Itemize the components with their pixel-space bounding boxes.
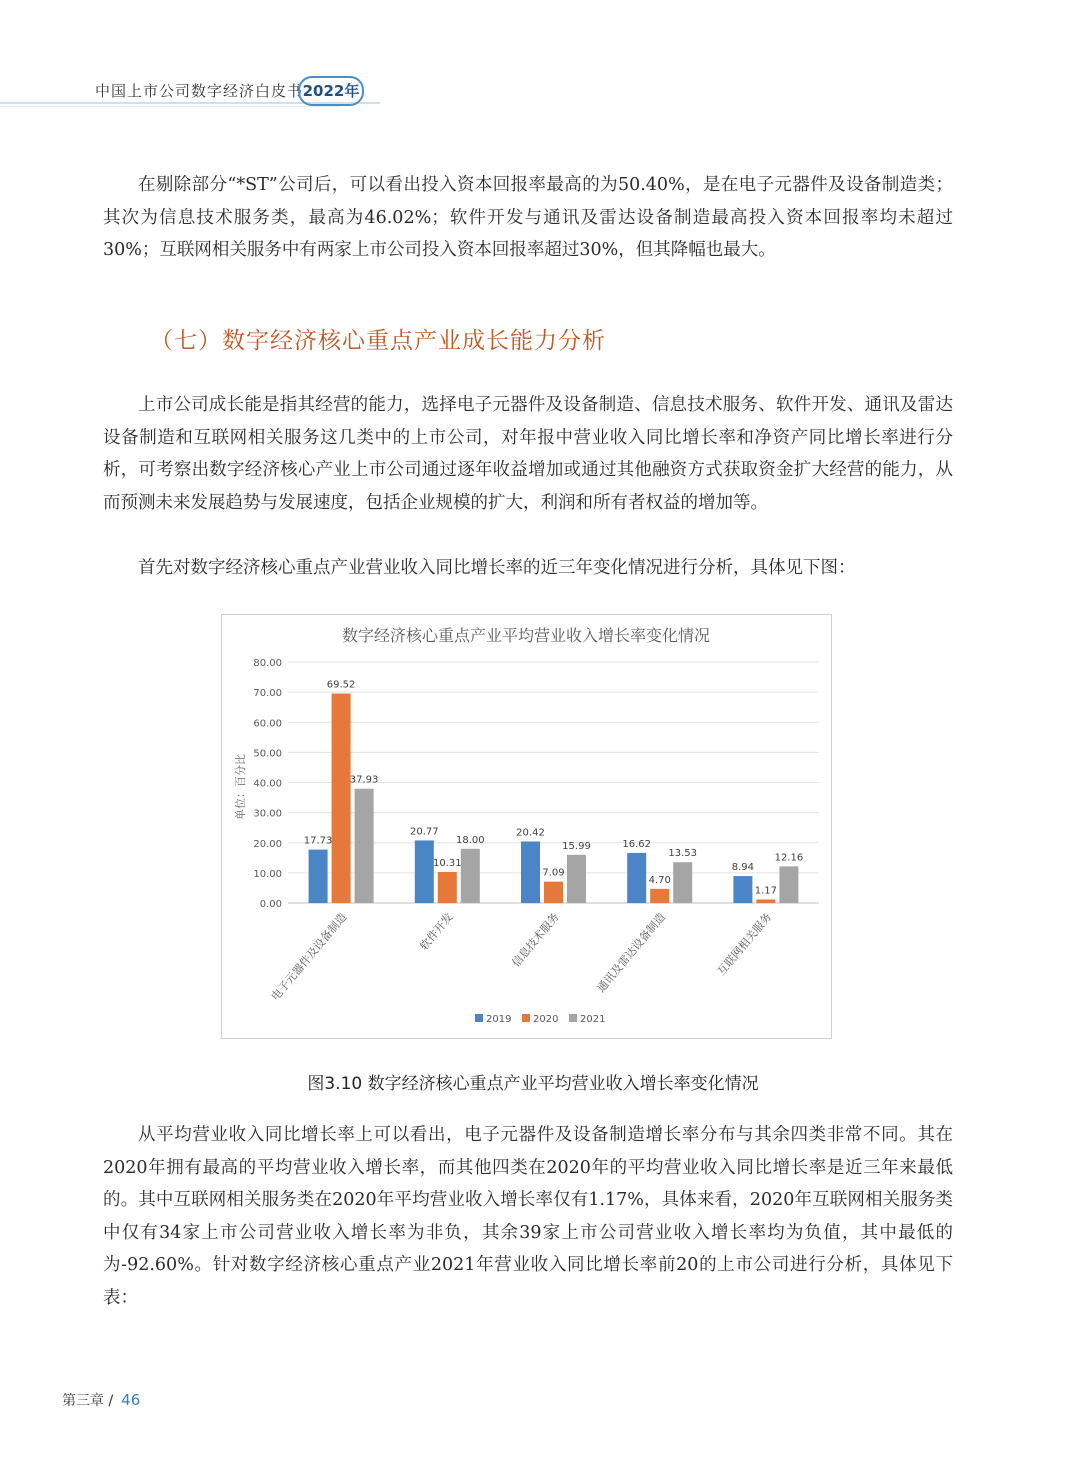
data-label: 17.73 <box>303 835 333 847</box>
bar-2020 <box>756 899 775 903</box>
x-category-label: 互联网相关服务 <box>714 910 775 978</box>
chart-legend <box>475 1014 605 1025</box>
data-label: 16.62 <box>622 838 652 850</box>
legend-swatch-2020 <box>522 1014 530 1022</box>
page-number: 46 <box>121 1391 141 1409</box>
y-tick-label: 0.00 <box>259 899 282 910</box>
x-category-label: 信息技术服务 <box>509 910 562 970</box>
chart-title: 数字经济核心重点产业平均营业收入增长率变化情况 <box>341 626 711 645</box>
bar-2019 <box>521 841 540 903</box>
y-tick-label: 10.00 <box>253 868 282 880</box>
legend-label: 2021 <box>580 1014 606 1025</box>
x-category-label: 软件开发 <box>417 910 456 953</box>
data-label: 7.09 <box>542 867 565 879</box>
bar-2021 <box>673 862 692 903</box>
x-category-label: 通讯及雷达设备制造 <box>594 910 668 995</box>
bar-2021 <box>355 789 374 903</box>
figure-caption: 图3.10 数字经济核心重点产业平均营业收入增长率变化情况 <box>307 1074 759 1094</box>
y-tick-label: 40.00 <box>253 778 282 790</box>
data-label: 20.42 <box>516 827 545 839</box>
bar-2020 <box>544 882 563 903</box>
legend-swatch-2021 <box>569 1014 577 1022</box>
y-tick-label: 30.00 <box>253 808 282 820</box>
legend-label: 2019 <box>486 1014 512 1025</box>
legend-label: 2020 <box>533 1014 559 1025</box>
bar-2019 <box>733 876 752 903</box>
data-label: 15.99 <box>562 840 591 852</box>
data-label: 37.93 <box>349 774 379 786</box>
section-title: （七）数字经济核心重点产业成长能力分析 <box>150 328 606 354</box>
data-label: 8.94 <box>731 862 755 874</box>
bar-2019 <box>415 840 434 903</box>
y-tick-label: 50.00 <box>253 748 282 760</box>
data-label: 13.53 <box>668 848 698 860</box>
bar-2019 <box>309 850 328 903</box>
data-label: 12.16 <box>774 852 804 864</box>
bar-2020 <box>438 872 457 903</box>
revenue-growth-chart <box>221 614 832 1039</box>
chart-x-categories <box>268 910 774 1003</box>
y-tick-label: 20.00 <box>253 838 282 850</box>
page-footer <box>62 1390 140 1410</box>
bar-2021 <box>779 866 798 903</box>
page-header <box>0 66 420 110</box>
chart-y-ticks <box>253 658 282 910</box>
bar-2020 <box>650 889 669 903</box>
chart-data-labels <box>304 680 803 897</box>
bar-2021 <box>461 849 480 903</box>
y-tick-label: 60.00 <box>253 718 282 730</box>
chart-y-axis-label: 单位：百分比 <box>234 754 247 820</box>
data-label: 1.17 <box>754 885 778 897</box>
paragraph-roic: 在剔除部分“*ST”公司后，可以看出投入资本回报率最高的为50.40%，是在电子元器件及设备制造类；其次为信息技术服务类，最高为46.02%；软件开发与通讯及雷达设备制造最高投入资本回报率均未超过30%；互联网相关服务中有两家上市公司投入资本回报率超过30%，但其降幅也最大。 <box>103 175 953 261</box>
bar-2021 <box>567 855 586 903</box>
y-tick-label: 80.00 <box>253 658 282 669</box>
footer-chapter: 第三章 / <box>62 1393 114 1409</box>
data-label: 4.70 <box>648 874 671 886</box>
bar-2019 <box>627 853 646 903</box>
legend-swatch-2019 <box>475 1014 483 1022</box>
data-label: 18.00 <box>455 834 485 846</box>
header-rule-secondary <box>0 106 340 107</box>
x-category-label: 电子元器件及设备制造 <box>268 910 350 1004</box>
data-label: 10.31 <box>432 857 462 869</box>
paragraph-analysis: 从平均营业收入同比增长率上可以看出，电子元器件及设备制造增长率分布与其余四类非常不同。其在2020年拥有最高的平均营业收入增长率，而其他四类在2020年的平均营业收入同比增长率是近三年来最低的。其中互联网相关服务类在2020年平均营业收入增长率仅有1.17%，具体来看，2020年互联网相关服务类中仅有34家上市公司营业收入增长率为非负，其余39家上市公司营业收入增长率均为负值，其中最低的为-92.60%。针对数字经济核心重点产业2021年营业收入同比增长率前20的上市公司进行分析，具体见下表： <box>103 1125 953 1308</box>
paragraph-growth-intro: 上市公司成长能是指其经营的能力，选择电子元器件及设备制造、信息技术服务、软件开发、通讯及雷达设备制造和互联网相关服务这几类中的上市公司，对年报中营业收入同比增长率和净资产同比增长率进行分析，可考察出数字经济核心产业上市公司通过逐年收益增加或通过其他融资方式获取资金扩大经营的能力，从而预测未来发展趋势与发展速度，包括企业规模的扩大，利润和所有者权益的增加等。 <box>103 395 953 513</box>
data-label: 69.52 <box>326 679 356 691</box>
data-label: 20.77 <box>409 826 439 838</box>
header-title: 中国上市公司数字经济白皮书 <box>95 82 304 100</box>
bar-2020 <box>332 694 351 903</box>
paragraph-chart-lead: 首先对数字经济核心重点产业营业收入同比增长率的近三年变化情况进行分析，具体见下图： <box>138 558 856 578</box>
y-tick-label: 70.00 <box>253 688 282 700</box>
header-year-badge: 2022年 <box>298 76 364 106</box>
chart-canvas <box>222 615 831 1038</box>
